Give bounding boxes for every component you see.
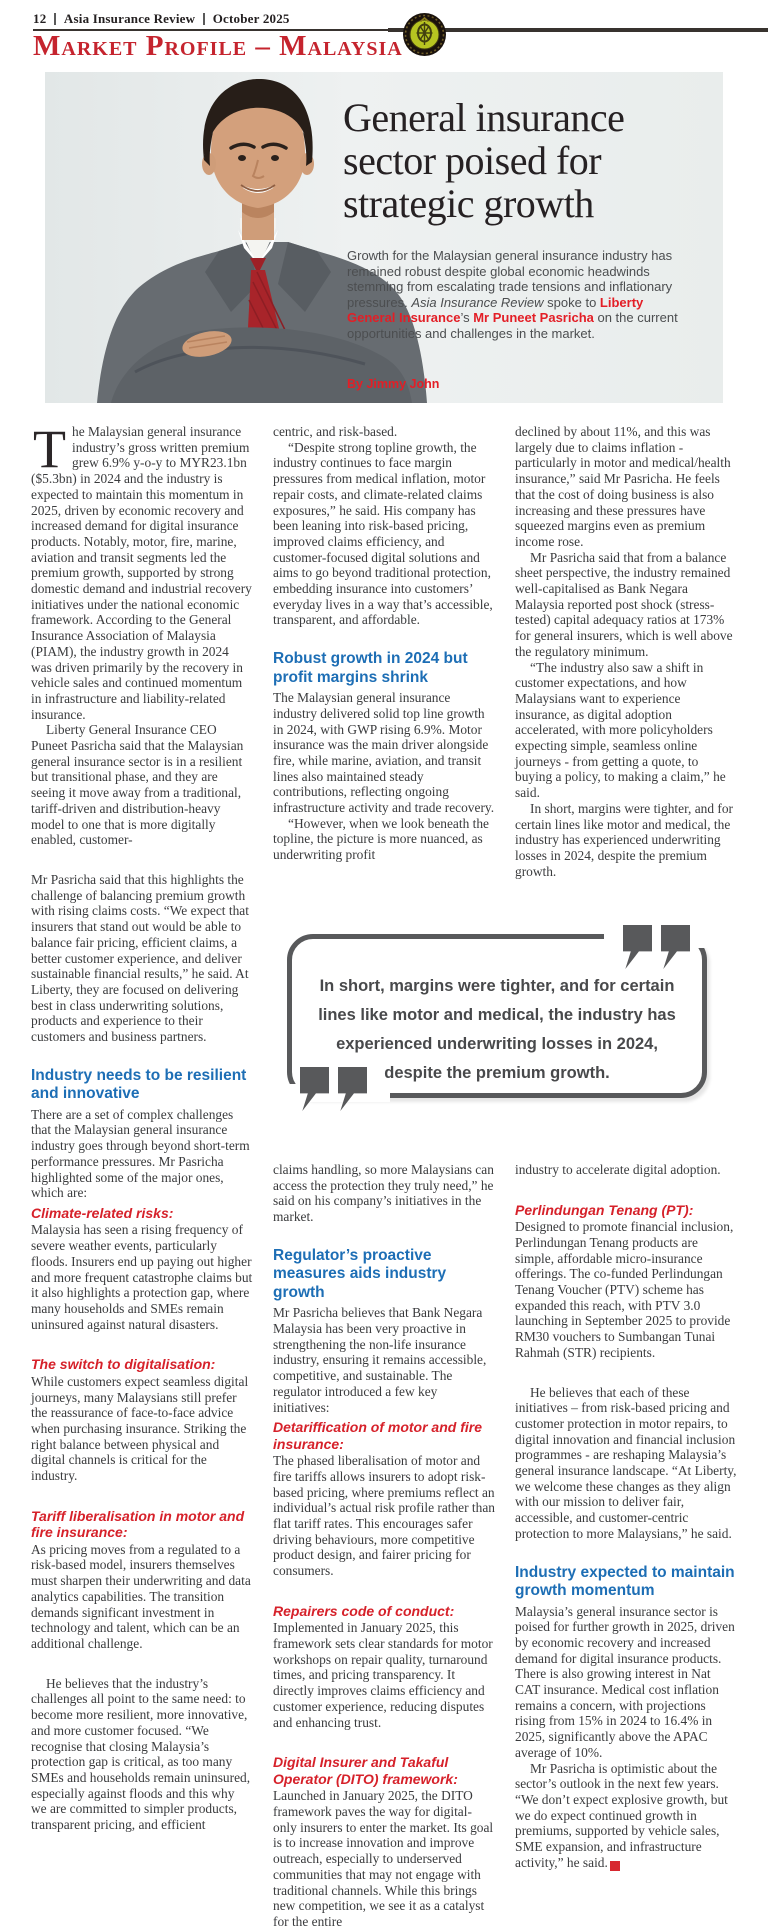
body-paragraph: Implemented in January 2025, this framework sets clear standards for motor workshops on repair quality, turnaround times, and pricing transparency. It directly improves claims efficiency and customer experience, reducing disputes and enhancing trust. xyxy=(273,1620,493,1730)
intro-paragraph xyxy=(347,248,692,342)
pull-quote xyxy=(287,934,707,1098)
body-paragraph: centric, and risk-based. xyxy=(273,424,398,439)
intro-segment: spoke to xyxy=(543,294,600,310)
section-title: Market Profile – Malaysia xyxy=(33,30,403,62)
page-number: 12 xyxy=(33,11,47,26)
body-paragraph: declined by about 11%, and this was largely due to claims inflation - particularly in motor and medical/health insurance,” said Mr Pasricha. He feels that the cost of doing business is also increasing and these pressures have squeezed margins even as premium income rose. xyxy=(515,424,731,549)
body-paragraph: He believes that the industry’s challenges all point to the same need: to become more resilient, more innovative, and more customer focused. “We recognise that closing Malaysia’s protection gap is critical, as too many SMEs and households remain uninsured, especially against floods and this why we are committed to simpler products, transparent pricing, and efficient xyxy=(31,1675,251,1833)
body-paragraph: Mr Pasricha believes that Bank Negara Malaysia has been very proactive in strengthening the non-life insurance industry, ensuring it remains accessible, competitive, and sustainable. The regulator introduced a few key initiatives: xyxy=(273,1305,487,1415)
body-paragraph: In short, margins were tighter, and for certain lines like motor and medical, the industry has experienced underwriting losses in 2024, despite the premium growth. xyxy=(515,800,733,879)
body-paragraph: Mr Pasricha is optimistic about the sector’s outlook in the next few years. “We don’t expect explosive growth, but we do expect continued growth in premiums, supported by vehicle sales, SME expansion, and infrastructure activity,” he said. A xyxy=(515,1760,728,1870)
article-column-3-upper xyxy=(515,424,738,879)
subheading-red: Perlindungan Tenang (PT): xyxy=(515,1201,694,1218)
intro-segment: Liberty General Insurance xyxy=(347,294,644,326)
body-paragraph: Mr Pasricha said that from a balance sheet perspective, the industry remained well-capitalised as Bank Negara Malaysia reported post shock (stress-tested) capital adequacy ratios at 173% for general insurers, which is well above the regulatory minimum. xyxy=(515,549,733,659)
air-badge-icon xyxy=(402,12,447,57)
body-paragraph: The Malaysian general insurance industry delivered solid top line growth in 2024, with GWP rising 6.9%. Motor insurance was the main driver alongside fire, while marine, aviation, and transit lines also maintained steady contributions, reflecting ongoing infrastructure activity and trade recovery. xyxy=(273,690,495,816)
body-paragraph: “Despite strong topline growth, the industry continues to face margin pressures from medical inflation, motor repair costs, and climate-related claims exposures,” he said. His company has been leaning into risk-based pricing, improved claims efficiency, and customer-focused digital solutions and aims to go beyond traditional protection, embedding insurance into customers’ everyday lives in a way that’s accessible, transparent, and affordable. xyxy=(273,439,493,628)
subheading-blue: Robust growth in 2024 but profit margins shrink xyxy=(273,650,468,686)
pull-quote-text: In short, margins were tighter, and for certain lines like motor and medical, the industry has experienced underwriting losses in 2024, despite the premium growth. xyxy=(318,977,676,1082)
subheading-red: Repairers code of conduct: xyxy=(273,1602,455,1619)
hero-section xyxy=(45,72,723,403)
intro-segment: Asia Insurance Review xyxy=(411,294,544,310)
body-paragraph: Mr Pasricha said that this highlights the challenge of balancing premium growth with rising claims costs. “We expect that insurers that stand out would be able to balance fair pricing, efficient claims, a better customer experience, and deliver sustainable financial results,” he said. At Liberty, they are focused on delivering best in class underwriting solutions, products and experience to their customers and business partners. xyxy=(31,871,249,1045)
body-paragraph: While customers expect seamless digital journeys, many Malaysians still prefer the reassurance of face-to-face advice when purchasing insurance. Striking the right balance between physical and digital channels is critical for the industry. xyxy=(31,1373,249,1484)
subheading-red: Climate-related risks: xyxy=(31,1204,174,1221)
intro-segment: Mr Puneet Pasricha xyxy=(473,310,594,326)
masthead-divider xyxy=(203,13,205,25)
intro-segment: ’s xyxy=(460,310,474,326)
publication-name: Asia Insurance Review xyxy=(63,11,196,26)
body-paragraph: Designed to promote financial inclusion, Perlindungan Tenang products are simple, affordable micro-insurance offerings. The co-funded Perlindungan Tenang Voucher (PTV) scheme has expanded this reach, with PTV 3.0 launching in September 2025 to provide RM30 vouchers to Sumbangan Tunai Rahmah (STR) recipients. xyxy=(515,1219,734,1360)
article-headline: General insurance sector poised for strategic growth xyxy=(343,95,625,226)
subheading-blue: Industry expected to maintain growth momentum xyxy=(515,1563,735,1600)
issue-date: October 2025 xyxy=(212,11,290,26)
body-paragraph: industry to accelerate digital adoption. xyxy=(515,1162,721,1177)
article-column-3-lower xyxy=(515,1162,738,1871)
subheading-blue: Industry needs to be resilient and innovative xyxy=(31,1066,247,1103)
body-paragraph: Launched in January 2025, the DITO framework paves the way for digital-only insurers to enter the market. Its goal is to increase innovation and improve outreach, especially to underserved communities that may not engage with traditional channels. While this brings new competition, we see it as a catalyst for the entire xyxy=(273,1788,494,1929)
body-paragraph: There are a set of complex challenges that the Malaysian general insurance industry goes through beyond short-term performance pressures. Mr Pasricha highlighted some of the major ones, which are: xyxy=(31,1106,250,1201)
body-paragraph: “The industry also saw a shift in customer expectations, and how Malaysians want to experience insurance, as digital adoption accelerated, with more policyholders expecting simple, seamless online journeys - from getting a quote, to buying a policy, to making a claim,” he said. xyxy=(515,659,726,801)
masthead xyxy=(33,11,290,27)
article-column-2-upper xyxy=(273,424,495,863)
article-column-2-lower xyxy=(273,1162,495,1930)
subheading-red: The switch to digitalisation: xyxy=(31,1356,216,1373)
subheading-blue: Regulator’s proactive measures aids industry growth xyxy=(273,1246,447,1301)
subheading-red: Digital Insurer and Takaful Operator (DITO) framework: xyxy=(273,1754,458,1787)
byline: By Jimmy John xyxy=(347,377,440,391)
body-paragraph: The phased liberalisation of motor and fire tariffs allows insurers to adopt risk-based pricing, where premiums reflect an individual’s actual risk profile rather than flat tariff rates. This encourages safer driving behaviours, more competitive product design, and fairer pricing for consumers. xyxy=(273,1453,495,1579)
masthead-divider xyxy=(54,13,56,25)
quote-close-icon xyxy=(623,925,690,969)
drop-cap: T xyxy=(33,419,66,479)
quote-open-icon xyxy=(300,1067,367,1111)
intro-segment: Growth for the Malaysian general insurance industry has remained robust despite global economic headwinds stemming from escalating trade tensions and inflationary pressures. xyxy=(347,248,673,310)
article-column-1 xyxy=(31,419,253,1833)
intro-segment: on the current opportunities and challenges in the market. xyxy=(347,310,678,341)
subheading-red: Detariffication of motor and fire insurance: xyxy=(273,1419,482,1452)
body-paragraph: “However, when we look beneath the topline, the picture is more nuanced, as underwriting profit xyxy=(273,815,489,863)
body-paragraph: The Malaysian general insurance industry’s gross written premium grew 6.9% y-o-y to MYR23.1bn ($5.3bn) in 2024 and the industry is expected to maintain this momentum in 2025, driven by economic recovery and increased demand for digital insurance products. Notably, motor, fire, marine, aviation and transit segments led the premium growth, supported by strong domestic demand and industrial recovery initiatives under the national economic framework. According to the General Insurance Association of Malaysia (PIAM), the industry growth in 2024 was driven primarily by the recovery in vehicle sales and continued momentum in infrastructure and liability-related insurance. xyxy=(31,419,252,722)
body-paragraph: claims handling, so more Malaysians can access the protection they truly need,” he said on his company’s initiatives in the market. xyxy=(273,1162,494,1225)
body-paragraph: He believes that each of these initiatives – from risk-based pricing and customer protection in motor repairs, to digital innovation and financial inclusion programmes - are reshaping Malaysia’s general insurance landscape. “At Liberty, we welcome these changes as they align with our mission to deliver fair, accessible, and customer-centric protection to more Malaysians,” he said. xyxy=(515,1384,737,1541)
body-paragraph: Malaysia has seen a rising frequency of severe weather events, particularly floods. Insurers end up paying out higher and more frequent catastrophe claims but it also highlights a protection gap, where many households and SMEs remain uninsured against natural disasters. xyxy=(31,1222,253,1332)
body-paragraph: Liberty General Insurance CEO Puneet Pasricha said that the Malaysian general insurance sector is in a resilient but transitional phase, and they are seeing it move away from a traditional, tariff-driven and distribution-heavy model to one that is more digitally enabled, customer- xyxy=(31,722,244,848)
article-end-marker: A xyxy=(610,1861,620,1871)
body-paragraph: Malaysia’s general insurance sector is poised for further growth in 2025, driven by economic recovery and increased demand for digital insurance products. There is also growing interest in Nat CAT insurance. Medical cost inflation remains a concern, with projections rising from 15% in 2024 to 16.4% in 2025, significantly above the APAC average of 10%. xyxy=(515,1603,735,1760)
body-paragraph: As pricing moves from a regulated to a risk-based model, insurers themselves must sharpen their underwriting and data analytics capabilities. The transition demands significant investment in technology and talent, which can be an additional challenge. xyxy=(31,1541,251,1651)
subheading-red: Tariff liberalisation in motor and fire insurance: xyxy=(31,1507,245,1541)
